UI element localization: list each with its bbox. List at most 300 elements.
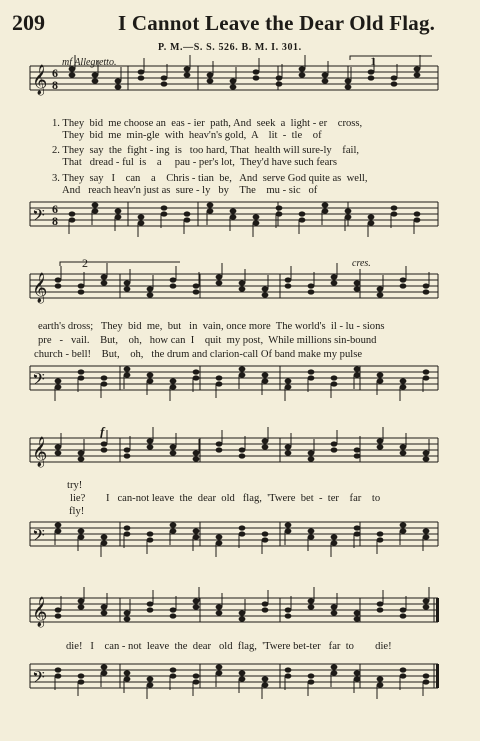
note-head: [78, 289, 85, 294]
note-head: [55, 607, 62, 612]
note-head: [368, 220, 375, 225]
note-head: [207, 72, 214, 77]
note-head: [377, 444, 384, 449]
note-head: [285, 378, 292, 383]
bass-clef-icon: 𝄢: [32, 667, 45, 691]
note-head: [377, 292, 384, 297]
note-head: [124, 670, 131, 675]
note-head: [377, 531, 384, 536]
note-head: [55, 277, 62, 282]
note-head: [78, 679, 85, 684]
note-head: [55, 673, 62, 678]
note-head: [262, 607, 269, 612]
note-head: [262, 676, 269, 681]
note-head: [308, 289, 315, 294]
note-head: [230, 214, 237, 219]
note-head: [423, 598, 430, 603]
note-head: [138, 214, 145, 219]
note-head: [322, 78, 329, 83]
note-head: [170, 667, 177, 672]
refrain-line-1: I can-not leave the dear old flag, 'Twere bet - ter far to: [106, 493, 381, 504]
note-head: [285, 384, 292, 389]
note-head: [101, 604, 108, 609]
time-signature-top: 6: [52, 202, 58, 216]
bass-clef-icon: 𝄢: [32, 525, 45, 549]
note-head: [414, 217, 421, 222]
note-head: [400, 528, 407, 533]
note-head: [239, 670, 246, 675]
note-head: [368, 69, 375, 74]
system-2-line-2: pre - vail. But, oh, how can I quit my post, While millions sin-bound: [38, 335, 377, 346]
final-bar-line: [436, 664, 439, 688]
note-head: [216, 604, 223, 609]
note-head: [331, 534, 338, 539]
note-head: [239, 531, 246, 536]
note-head: [400, 277, 407, 282]
note-head: [147, 682, 154, 687]
note-head: [308, 375, 315, 380]
note-head: [253, 214, 260, 219]
note-head: [170, 277, 177, 282]
note-head: [101, 670, 108, 675]
note-head: [354, 676, 361, 681]
note-head: [331, 375, 338, 380]
crescendo-marking: cres.: [352, 258, 371, 269]
note-head: [124, 286, 131, 291]
note-head: [285, 522, 292, 527]
note-head: [78, 375, 85, 380]
note-head: [78, 534, 85, 539]
note-head: [193, 673, 200, 678]
note-head: [161, 205, 168, 210]
note-head: [207, 202, 214, 207]
note-head: [216, 381, 223, 386]
note-head: [184, 211, 191, 216]
note-head: [69, 72, 76, 77]
note-head: [331, 274, 338, 279]
note-head: [161, 211, 168, 216]
verse-2-line-b: That dread - ful is a pau - per's lot, They'd have such fears: [52, 157, 337, 168]
note-head: [170, 444, 177, 449]
note-head: [170, 283, 177, 288]
note-head: [299, 66, 306, 71]
note-head: [55, 613, 62, 618]
note-head: [423, 673, 430, 678]
time-signature-bottom: 8: [52, 78, 58, 92]
note-head: [124, 372, 131, 377]
bass-clef-icon: 𝄢: [32, 205, 45, 229]
note-head: [92, 78, 99, 83]
note-head: [400, 613, 407, 618]
note-head: [101, 664, 108, 669]
note-head: [147, 537, 154, 542]
note-head: [354, 610, 361, 615]
note-head: [331, 664, 338, 669]
note-head: [115, 208, 122, 213]
note-head: [354, 447, 361, 452]
note-head: [239, 525, 246, 530]
note-head: [354, 531, 361, 536]
note-head: [276, 211, 283, 216]
note-head: [55, 378, 62, 383]
note-head: [138, 220, 145, 225]
note-head: [400, 667, 407, 672]
source-line: P. M.—S. S. 526. B. M. I. 301.: [158, 42, 302, 53]
note-head: [377, 601, 384, 606]
note-head: [276, 81, 283, 86]
note-head: [239, 616, 246, 621]
verse-3-line-b: And reach heav'n just as sure - ly by The mu - sic of: [52, 185, 318, 196]
note-head: [55, 450, 62, 455]
note-head: [138, 75, 145, 80]
note-head: [184, 66, 191, 71]
note-head: [322, 202, 329, 207]
note-head: [368, 214, 375, 219]
note-head: [101, 447, 108, 452]
note-head: [400, 384, 407, 389]
note-head: [216, 447, 223, 452]
note-head: [239, 447, 246, 452]
note-head: [308, 450, 315, 455]
hymn-number: 209: [12, 10, 45, 35]
note-head: [193, 369, 200, 374]
note-head: [170, 522, 177, 527]
note-head: [78, 598, 85, 603]
note-head: [207, 208, 214, 213]
note-head: [331, 441, 338, 446]
note-head: [354, 525, 361, 530]
note-head: [216, 610, 223, 615]
ending-word-2: lie?: [70, 493, 86, 504]
verse-1-line-a: 1. They bid me choose an eas - ier path, And seek a light - er cross,: [52, 118, 363, 129]
note-head: [184, 72, 191, 77]
note-head: [276, 205, 283, 210]
tempo-marking: mf Allegretto.: [62, 57, 117, 68]
note-head: [308, 528, 315, 533]
verse-1-line-b: They bid me min-gle with heav'n's gold, A lit - tle of: [52, 130, 322, 141]
note-head: [78, 528, 85, 533]
note-head: [331, 540, 338, 545]
forte-marking: f: [100, 424, 105, 439]
note-head: [377, 438, 384, 443]
note-head: [331, 670, 338, 675]
note-head: [423, 604, 430, 609]
note-head: [124, 610, 131, 615]
note-head: [216, 670, 223, 675]
first-ending-number: 1: [370, 54, 376, 68]
note-head: [69, 217, 76, 222]
note-head: [308, 679, 315, 684]
note-head: [101, 274, 108, 279]
note-head: [391, 205, 398, 210]
note-head: [239, 286, 246, 291]
note-head: [377, 676, 384, 681]
note-head: [101, 280, 108, 285]
note-head: [78, 283, 85, 288]
note-head: [216, 280, 223, 285]
note-head: [423, 375, 430, 380]
note-head: [308, 604, 315, 609]
note-head: [253, 220, 260, 225]
verse-2-line-a: 2. They say the fight - ing is too hard, That health will sure-ly fail,: [52, 145, 360, 156]
note-head: [239, 366, 246, 371]
note-head: [184, 217, 191, 222]
note-head: [262, 537, 269, 542]
note-head: [216, 441, 223, 446]
note-head: [161, 81, 168, 86]
system-2-line-1: earth's dross; They bid me, but in vain, once more The world's il - lu - sions: [38, 321, 385, 332]
note-head: [170, 384, 177, 389]
note-head: [55, 667, 62, 672]
note-head: [170, 378, 177, 383]
note-head: [400, 378, 407, 383]
note-head: [322, 72, 329, 77]
note-head: [377, 537, 384, 542]
note-head: [377, 286, 384, 291]
note-head: [124, 453, 131, 458]
note-head: [400, 673, 407, 678]
note-head: [69, 211, 76, 216]
note-head: [124, 447, 131, 452]
note-head: [147, 676, 154, 681]
note-head: [161, 75, 168, 80]
time-signature-bottom: 8: [52, 214, 58, 228]
note-head: [216, 375, 223, 380]
note-head: [78, 456, 85, 461]
note-head: [147, 372, 154, 377]
note-head: [124, 531, 131, 536]
note-head: [262, 531, 269, 536]
note-head: [55, 528, 62, 533]
note-head: [354, 372, 361, 377]
note-head: [55, 444, 62, 449]
treble-clef-icon: 𝄞: [32, 273, 48, 303]
note-head: [285, 277, 292, 282]
note-head: [377, 607, 384, 612]
note-head: [414, 66, 421, 71]
note-head: [101, 441, 108, 446]
treble-clef-icon: 𝄞: [32, 65, 48, 95]
note-head: [400, 283, 407, 288]
note-head: [285, 450, 292, 455]
note-head: [92, 72, 99, 77]
note-head: [331, 280, 338, 285]
note-head: [147, 444, 154, 449]
note-head: [147, 601, 154, 606]
note-head: [262, 682, 269, 687]
note-head: [262, 601, 269, 606]
note-head: [239, 676, 246, 681]
note-head: [423, 679, 430, 684]
note-head: [299, 211, 306, 216]
note-head: [170, 528, 177, 533]
note-head: [78, 604, 85, 609]
note-head: [193, 679, 200, 684]
note-head: [101, 610, 108, 615]
note-head: [230, 78, 237, 83]
note-head: [354, 280, 361, 285]
note-head: [423, 289, 430, 294]
note-head: [262, 438, 269, 443]
note-head: [78, 673, 85, 678]
second-ending-bracket: [60, 262, 180, 266]
note-head: [147, 378, 154, 383]
note-head: [239, 453, 246, 458]
note-head: [354, 670, 361, 675]
note-head: [391, 81, 398, 86]
treble-clef-icon: 𝄞: [32, 597, 48, 627]
note-head: [423, 450, 430, 455]
note-head: [170, 450, 177, 455]
note-head: [193, 375, 200, 380]
note-head: [391, 75, 398, 80]
note-head: [124, 676, 131, 681]
note-head: [101, 534, 108, 539]
note-head: [262, 292, 269, 297]
note-head: [193, 289, 200, 294]
second-ending-number: 2: [82, 256, 88, 270]
note-head: [285, 283, 292, 288]
note-head: [285, 667, 292, 672]
note-head: [55, 522, 62, 527]
note-head: [253, 69, 260, 74]
note-head: [115, 78, 122, 83]
note-head: [262, 372, 269, 377]
note-head: [239, 372, 246, 377]
note-head: [193, 604, 200, 609]
note-head: [138, 69, 145, 74]
note-head: [354, 286, 361, 291]
note-head: [147, 607, 154, 612]
note-head: [115, 84, 122, 89]
note-head: [147, 286, 154, 291]
note-head: [101, 381, 108, 386]
note-head: [253, 75, 260, 80]
note-head: [147, 531, 154, 536]
note-head: [354, 616, 361, 621]
note-head: [239, 610, 246, 615]
note-head: [423, 369, 430, 374]
note-head: [78, 450, 85, 455]
note-head: [216, 274, 223, 279]
note-head: [299, 72, 306, 77]
note-head: [193, 283, 200, 288]
note-head: [147, 438, 154, 443]
system-2-line-3: church - bell! But, oh, the drum and clarion-call Of band make my pulse: [34, 349, 363, 360]
note-head: [414, 211, 421, 216]
note-head: [308, 456, 315, 461]
refrain-line-2: die! I can - not leave the dear old flag, 'Twere bet-ter far to die!: [66, 641, 392, 652]
note-head: [216, 540, 223, 545]
note-head: [101, 540, 108, 545]
note-head: [308, 369, 315, 374]
note-head: [170, 613, 177, 618]
ending-word-1: try!: [67, 480, 83, 491]
note-head: [285, 613, 292, 618]
note-head: [193, 534, 200, 539]
note-head: [400, 450, 407, 455]
note-head: [230, 208, 237, 213]
note-head: [331, 447, 338, 452]
note-head: [345, 84, 352, 89]
note-head: [331, 604, 338, 609]
note-head: [55, 384, 62, 389]
note-head: [207, 78, 214, 83]
note-head: [92, 202, 99, 207]
note-head: [400, 522, 407, 527]
note-head: [147, 292, 154, 297]
note-head: [262, 378, 269, 383]
note-head: [216, 664, 223, 669]
note-head: [78, 369, 85, 374]
note-head: [308, 598, 315, 603]
note-head: [400, 444, 407, 449]
note-head: [285, 528, 292, 533]
note-head: [400, 607, 407, 612]
note-head: [308, 534, 315, 539]
note-head: [285, 673, 292, 678]
time-signature-top: 6: [52, 66, 58, 80]
note-head: [322, 208, 329, 213]
note-head: [345, 78, 352, 83]
note-head: [115, 214, 122, 219]
note-head: [262, 444, 269, 449]
note-head: [262, 286, 269, 291]
final-bar-line: [436, 598, 439, 622]
ending-word-3: fly!: [69, 506, 85, 517]
note-head: [377, 682, 384, 687]
note-head: [124, 280, 131, 285]
note-head: [299, 217, 306, 222]
note-head: [345, 208, 352, 213]
note-head: [345, 214, 352, 219]
note-head: [193, 528, 200, 533]
verse-3-line-a: 3. They say I can a Chris - tian be, And serve God quite as well,: [52, 173, 368, 184]
note-head: [193, 450, 200, 455]
note-head: [423, 283, 430, 288]
note-head: [55, 283, 62, 288]
note-head: [216, 534, 223, 539]
note-head: [101, 375, 108, 380]
note-head: [377, 372, 384, 377]
note-head: [239, 280, 246, 285]
note-head: [331, 381, 338, 386]
note-head: [423, 534, 430, 539]
note-head: [308, 673, 315, 678]
note-head: [391, 211, 398, 216]
treble-clef-icon: 𝄞: [32, 437, 48, 467]
note-head: [193, 598, 200, 603]
note-head: [124, 366, 131, 371]
note-head: [92, 208, 99, 213]
note-head: [276, 75, 283, 80]
note-head: [423, 456, 430, 461]
bass-clef-icon: 𝄢: [32, 369, 45, 393]
note-head: [170, 673, 177, 678]
note-head: [124, 616, 131, 621]
note-head: [230, 84, 237, 89]
note-head: [331, 610, 338, 615]
note-head: [124, 525, 131, 530]
note-head: [170, 607, 177, 612]
note-head: [368, 75, 375, 80]
note-head: [414, 72, 421, 77]
note-head: [193, 456, 200, 461]
note-head: [377, 378, 384, 383]
note-head: [423, 528, 430, 533]
note-head: [354, 366, 361, 371]
note-head: [285, 444, 292, 449]
